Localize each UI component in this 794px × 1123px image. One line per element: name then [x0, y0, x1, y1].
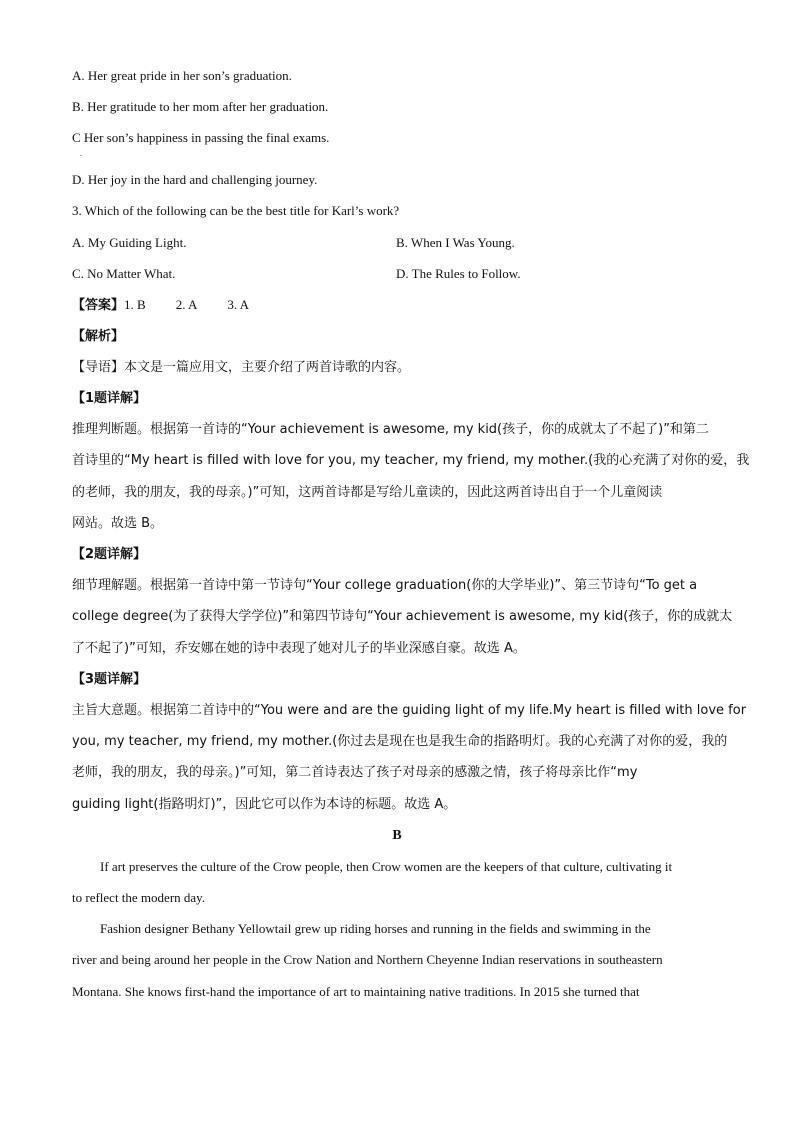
- detail-1-line: 网站。故选 B。: [72, 516, 164, 531]
- option-2c: C Her son’s happiness in passing the final exams.: [72, 130, 330, 145]
- question-3-stem: 3. Which of the following can be the best title for Karl’s work?: [72, 203, 400, 218]
- detail-3-line: guiding light(指路明灯)”，因此它可以作为本诗的标题。故选 A。: [72, 797, 457, 812]
- option-2d: D. Her joy in the hard and challenging journey.: [72, 172, 318, 187]
- detail-1-line: 首诗里的“My heart is filled with love for you, my teacher, my friend, my mother.(我的心充满了对你的爱，我: [72, 453, 750, 468]
- option-3c: C. No Matter What.: [72, 266, 176, 281]
- detail-2-heading: 【2题详解】: [72, 547, 147, 562]
- analysis-label: 【解析】: [72, 329, 125, 344]
- option-3b: B. When I Was Young.: [396, 235, 515, 250]
- detail-3-line: 主旨大意题。根据第二首诗中的“You were and are the guiding light of my life.My heart is filled with love for: [72, 703, 747, 718]
- detail-1-line: 的老师，我的朋友，我的母亲。)”可知，这两首诗都是写给儿童读的，因此这两首诗出自于一个儿童阅读: [72, 485, 663, 500]
- option-3a: A. My Guiding Light.: [72, 235, 187, 250]
- answer-item-3: 3. A: [227, 297, 250, 312]
- section-b-title: B: [392, 828, 402, 843]
- intro-text: 【导语】本文是一篇应用文，主要介绍了两首诗歌的内容。: [72, 360, 411, 375]
- option-3d: D. The Rules to Follow.: [396, 266, 521, 281]
- answer-label: 【答案】: [72, 298, 125, 313]
- detail-1-heading: 【1题详解】: [72, 391, 147, 406]
- detail-2-line: 了不起了)”可知，乔安娜在她的诗中表现了她对儿子的毕业深感自豪。故选 A。: [72, 641, 526, 656]
- detail-1-line: 推理判断题。根据第一首诗的“Your achievement is awesome, my kid(孩子，你的成就太了不起了)”和第二: [72, 422, 709, 437]
- paragraph-line: If art preserves the culture of the Crow people, then Crow women are the keepers of that culture, cultivating it: [100, 859, 673, 874]
- detail-2-line: college degree(为了获得大学学位)”和第四节诗句“Your achievement is awesome, my kid(孩子，你的成就太: [72, 609, 733, 624]
- detail-3-heading: 【3题详解】: [72, 672, 147, 687]
- paragraph-line: river and being around her people in the Crow Nation and Northern Cheyenne Indian reservations in southeastern: [72, 952, 663, 967]
- paragraph-line: Montana. She knows first-hand the importance of art to maintaining native traditions. In 2015 she turned that: [72, 984, 640, 999]
- detail-2-line: 细节理解题。根据第一首诗中第一节诗句“Your college graduation(你的大学毕业)”、第三节诗句“To get a: [72, 578, 698, 593]
- option-2a: A. Her great pride in her son’s graduation.: [72, 68, 292, 83]
- detail-3-line: you, my teacher, my friend, my mother.(你过去是现在也是我生命的指路明灯。我的心充满了对你的爱，我的: [72, 734, 728, 749]
- answer-line: [72, 296, 249, 315]
- answer-item-2: 2. A: [175, 297, 198, 312]
- answer-item-1: 1. B: [124, 297, 146, 312]
- detail-3-line: 老师，我的朋友，我的母亲。)”可知，第二首诗表达了孩子对母亲的感激之情，孩子将母亲比作“my: [72, 765, 638, 780]
- stray-dot-mark: .: [80, 149, 82, 158]
- paragraph-line: to reflect the modern day.: [72, 890, 206, 905]
- option-2b: B. Her gratitude to her mom after her graduation.: [72, 99, 329, 114]
- paragraph-line: Fashion designer Bethany Yellowtail grew up riding horses and running in the fields and swimming in the: [100, 921, 651, 936]
